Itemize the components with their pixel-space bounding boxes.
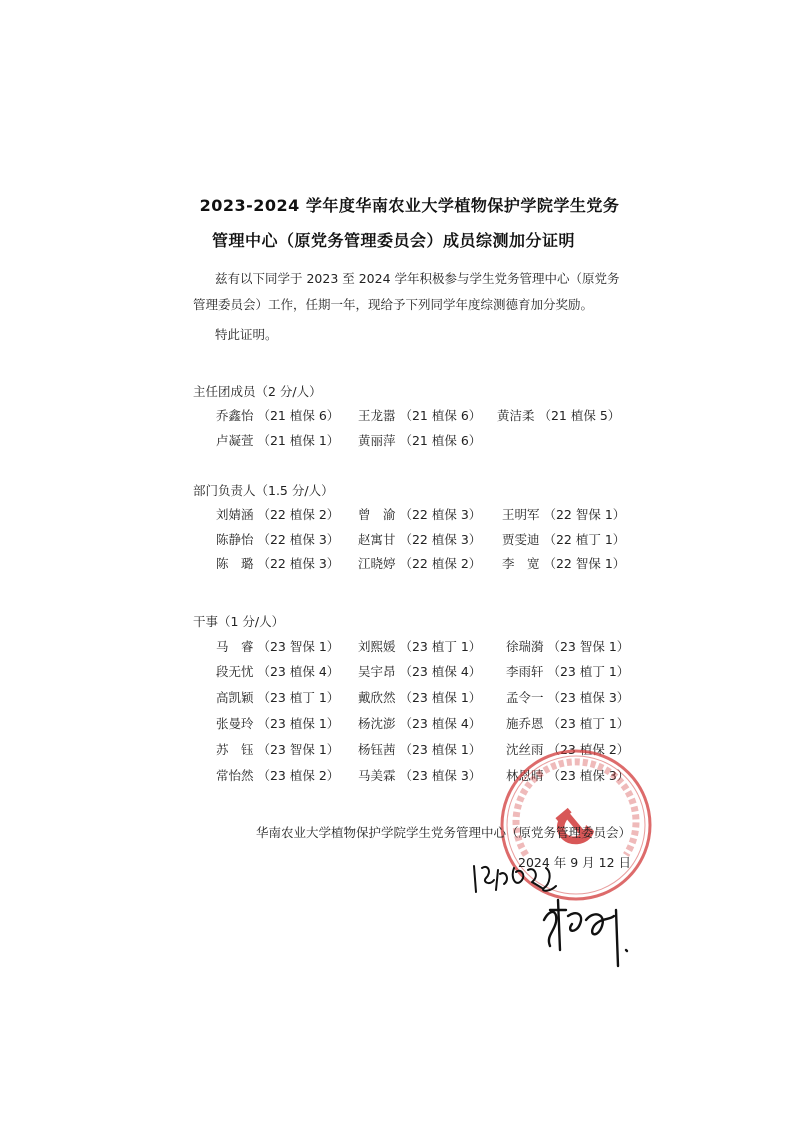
member-entry: 贾雯迪 （22 植丁 1） xyxy=(502,532,626,547)
member-entry: 乔鑫怡 （21 植保 6） xyxy=(216,408,340,423)
member-entry: 孟令一 （23 植保 3） xyxy=(506,690,630,705)
footer-date: 2024 年 9 月 12 日 xyxy=(518,855,632,870)
document-title-line1: 2023-2024 学年度华南农业大学植物保护学院学生党务 xyxy=(199,196,620,215)
body-paragraph: 兹有以下同学于 2023 至 2024 学年积极参与学生党务管理中心（原党务管理委员会）工作，任期一年，现给予下列同学年度综测德育加分奖励。 xyxy=(193,271,620,312)
member-entry: 马美霖 （23 植保 3） xyxy=(358,768,482,783)
member-entry: 马 睿 （23 智保 1） xyxy=(216,639,340,654)
member-entry: 沈丝雨 （23 植保 2） xyxy=(506,742,630,757)
member-entry: 杨钰茜 （23 植保 1） xyxy=(358,742,482,757)
member-entry: 施乔恩 （23 植丁 1） xyxy=(506,716,630,731)
member-entry: 苏 钰 （23 智保 1） xyxy=(216,742,340,757)
member-entry: 戴欣然 （23 植保 1） xyxy=(358,690,482,705)
member-entry: 黄丽萍 （21 植保 6） xyxy=(358,433,482,448)
member-entry: 段无忧 （23 植保 4） xyxy=(216,664,340,679)
member-entry: 江晓婷 （22 植保 2） xyxy=(358,556,482,571)
group-title-officers: 干事（1 分/人） xyxy=(193,614,285,629)
group-title-department-heads: 部门负责人（1.5 分/人） xyxy=(193,483,334,498)
member-entry: 陈 璐 （22 植保 3） xyxy=(216,556,340,571)
footer-organization: 华南农业大学植物保护学院学生党务管理中心（原党务管理委员会） xyxy=(256,825,632,840)
member-entry: 林恩晴 （23 植保 3） xyxy=(506,768,630,783)
member-entry: 陈静怡 （22 植保 3） xyxy=(216,532,340,547)
member-entry: 黄洁柔 （21 植保 5） xyxy=(497,408,621,423)
member-entry: 曾 渝 （22 植保 3） xyxy=(358,507,482,522)
member-entry: 王龙嚣 （21 植保 6） xyxy=(358,408,482,423)
member-entry: 李 宽 （22 智保 1） xyxy=(502,556,626,571)
member-entry: 杨沈澎 （23 植保 4） xyxy=(358,716,482,731)
member-entry: 吴宇昂 （23 植保 4） xyxy=(358,664,482,679)
handwritten-signature xyxy=(536,880,636,970)
member-entry: 刘婧涵 （22 植保 2） xyxy=(216,507,340,522)
member-entry: 卢凝萱 （21 植保 1） xyxy=(216,433,340,448)
group-title-presidium: 主任团成员（2 分/人） xyxy=(193,384,322,399)
member-entry: 赵寓甘 （22 植保 3） xyxy=(358,532,482,547)
member-entry: 高凯颖 （23 植丁 1） xyxy=(216,690,340,705)
document-title-line2: 管理中心（原党务管理委员会）成员综测加分证明 xyxy=(211,231,575,250)
member-entry: 张曼玲 （23 植保 1） xyxy=(216,716,340,731)
member-entry: 常怡然 （23 植保 2） xyxy=(216,768,340,783)
member-entry: 王明军 （22 智保 1） xyxy=(502,507,626,522)
certify-statement: 特此证明。 xyxy=(215,327,278,342)
member-entry: 刘熙媛 （23 植丁 1） xyxy=(358,639,482,654)
member-entry: 徐瑞漪 （23 智保 1） xyxy=(506,639,630,654)
member-entry: 李雨轩 （23 植丁 1） xyxy=(506,664,630,679)
